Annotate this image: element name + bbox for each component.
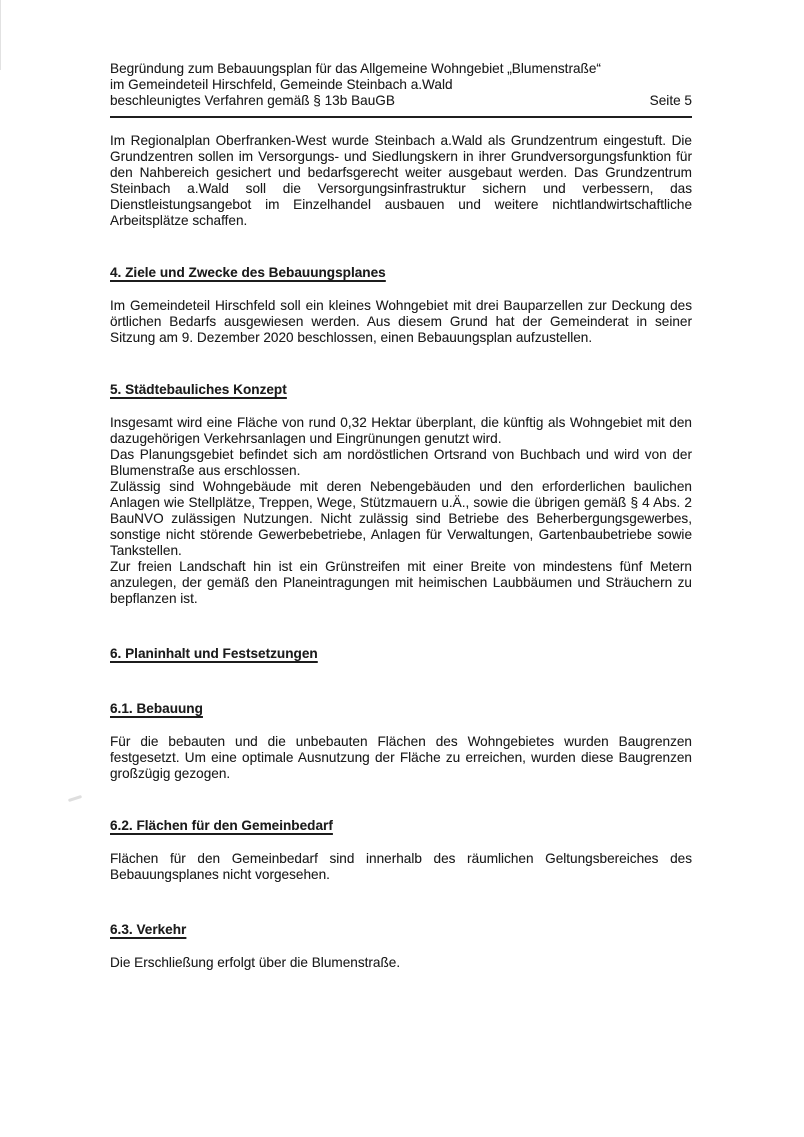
header-procedure-text: beschleunigtes Verfahren gemäß § 13b BauGB [110, 93, 395, 108]
scan-artifact [68, 795, 82, 802]
section-6-1-paragraph: Für die bebauten und die unbebauten Flächen des Wohngebietes wurden Baugrenzen festgesetzt. Um eine optimale Ausnutzung der Fläche zu erreichen, wurden diese Baugrenzen großzügig gezogen. [110, 734, 692, 781]
document-header [110, 0, 692, 118]
intro-paragraph: Im Regionalplan Oberfranken-West wurde Steinbach a.Wald als Grundzentrum eingestuft. Die Grundzentren sollen im Versorgungs- und Siedlungskern in ihrer Grundversorgungsfunktion für den Nahbereich gesichert und bedarfsgerecht weiter ausgebaut werden. Das Grundzentrum Steinbach a.Wald soll die Versorgungsinfrastruktur sichern und verbessern, das Dienstleistungsangebot im Einzelhandel ausbauen und weitere nichtlandwirtschaftliche Arbeitsplätze schaffen. [110, 133, 692, 228]
section-5-paragraph-2: Das Planungsgebiet befindet sich am nordöstlichen Ortsrand von Buchbach und wird von der Blumenstraße aus erschlossen. [110, 447, 692, 478]
section-5-paragraph-4: Zur freien Landschaft hin ist ein Grünstreifen mit einer Breite von mindestens fünf Metern anzulegen, der gemäß den Planeintragungen mit heimischen Laubbäumen und Sträuchern zu bepflanzen ist. [110, 559, 692, 606]
section-6-3-paragraph: Die Erschließung erfolgt über die Blumenstraße. [110, 955, 401, 970]
section-heading-5: 5. Städtebauliches Konzept [110, 382, 287, 397]
section-4-paragraph: Im Gemeindeteil Hirschfeld soll ein kleines Wohngebiet mit drei Bauparzellen zur Deckung des örtlichen Bedarfs ausgewiesen werden. Aus diesem Grund hat der Gemeinderat in seiner Sitzung am 9. Dezember 2020 beschlossen, einen Bebauungsplan aufzustellen. [110, 298, 692, 345]
header-line3 [110, 93, 692, 109]
section-5-paragraph-1: Insgesamt wird eine Fläche von rund 0,32 Hektar überplant, die künftig als Wohngebiet mit den dazugehörigen Verkehrsanlagen und Eingrünungen genutzt wird. [110, 415, 692, 446]
header-title-line2: im Gemeindeteil Hirschfeld, Gemeinde Steinbach a.Wald [110, 77, 453, 92]
document-body [110, 133, 692, 971]
page-number: Seite 5 [649, 93, 692, 108]
section-heading-6-1: 6.1. Bebauung [110, 701, 203, 716]
section-6-2-paragraph: Flächen für den Gemeinbedarf sind innerhalb des räumlichen Geltungsbereiches des Bebauungsplanes nicht vorgesehen. [110, 851, 692, 882]
section-heading-4: 4. Ziele und Zwecke des Bebauungsplanes [110, 265, 386, 280]
section-heading-6-3: 6.3. Verkehr [110, 922, 187, 937]
section-heading-6-2: 6.2. Flächen für den Gemeinbedarf [110, 818, 333, 833]
scan-edge-line [0, 0, 1, 70]
header-title-line1: Begründung zum Bebauungsplan für das Allgemeine Wohngebiet „Blumenstraße“ [110, 61, 601, 76]
section-5-paragraph-3: Zulässig sind Wohngebäude mit deren Nebengebäuden und den erforderlichen baulichen Anlagen wie Stellplätze, Treppen, Wege, Stützmauern u.Ä., sowie die übrigen gemäß § 4 Abs. 2 BauNVO zulässigen Nutzungen. Nicht zulässig sind Betriebe des Beherbergungsgewerbes, sonstige nicht störende Gewerbebetriebe, Anlagen für Verwaltungen, Gartenbaubetriebe sowie Tankstellen. [110, 479, 692, 558]
section-heading-6: 6. Planinhalt und Festsetzungen [110, 646, 318, 661]
document-content [110, 0, 692, 971]
